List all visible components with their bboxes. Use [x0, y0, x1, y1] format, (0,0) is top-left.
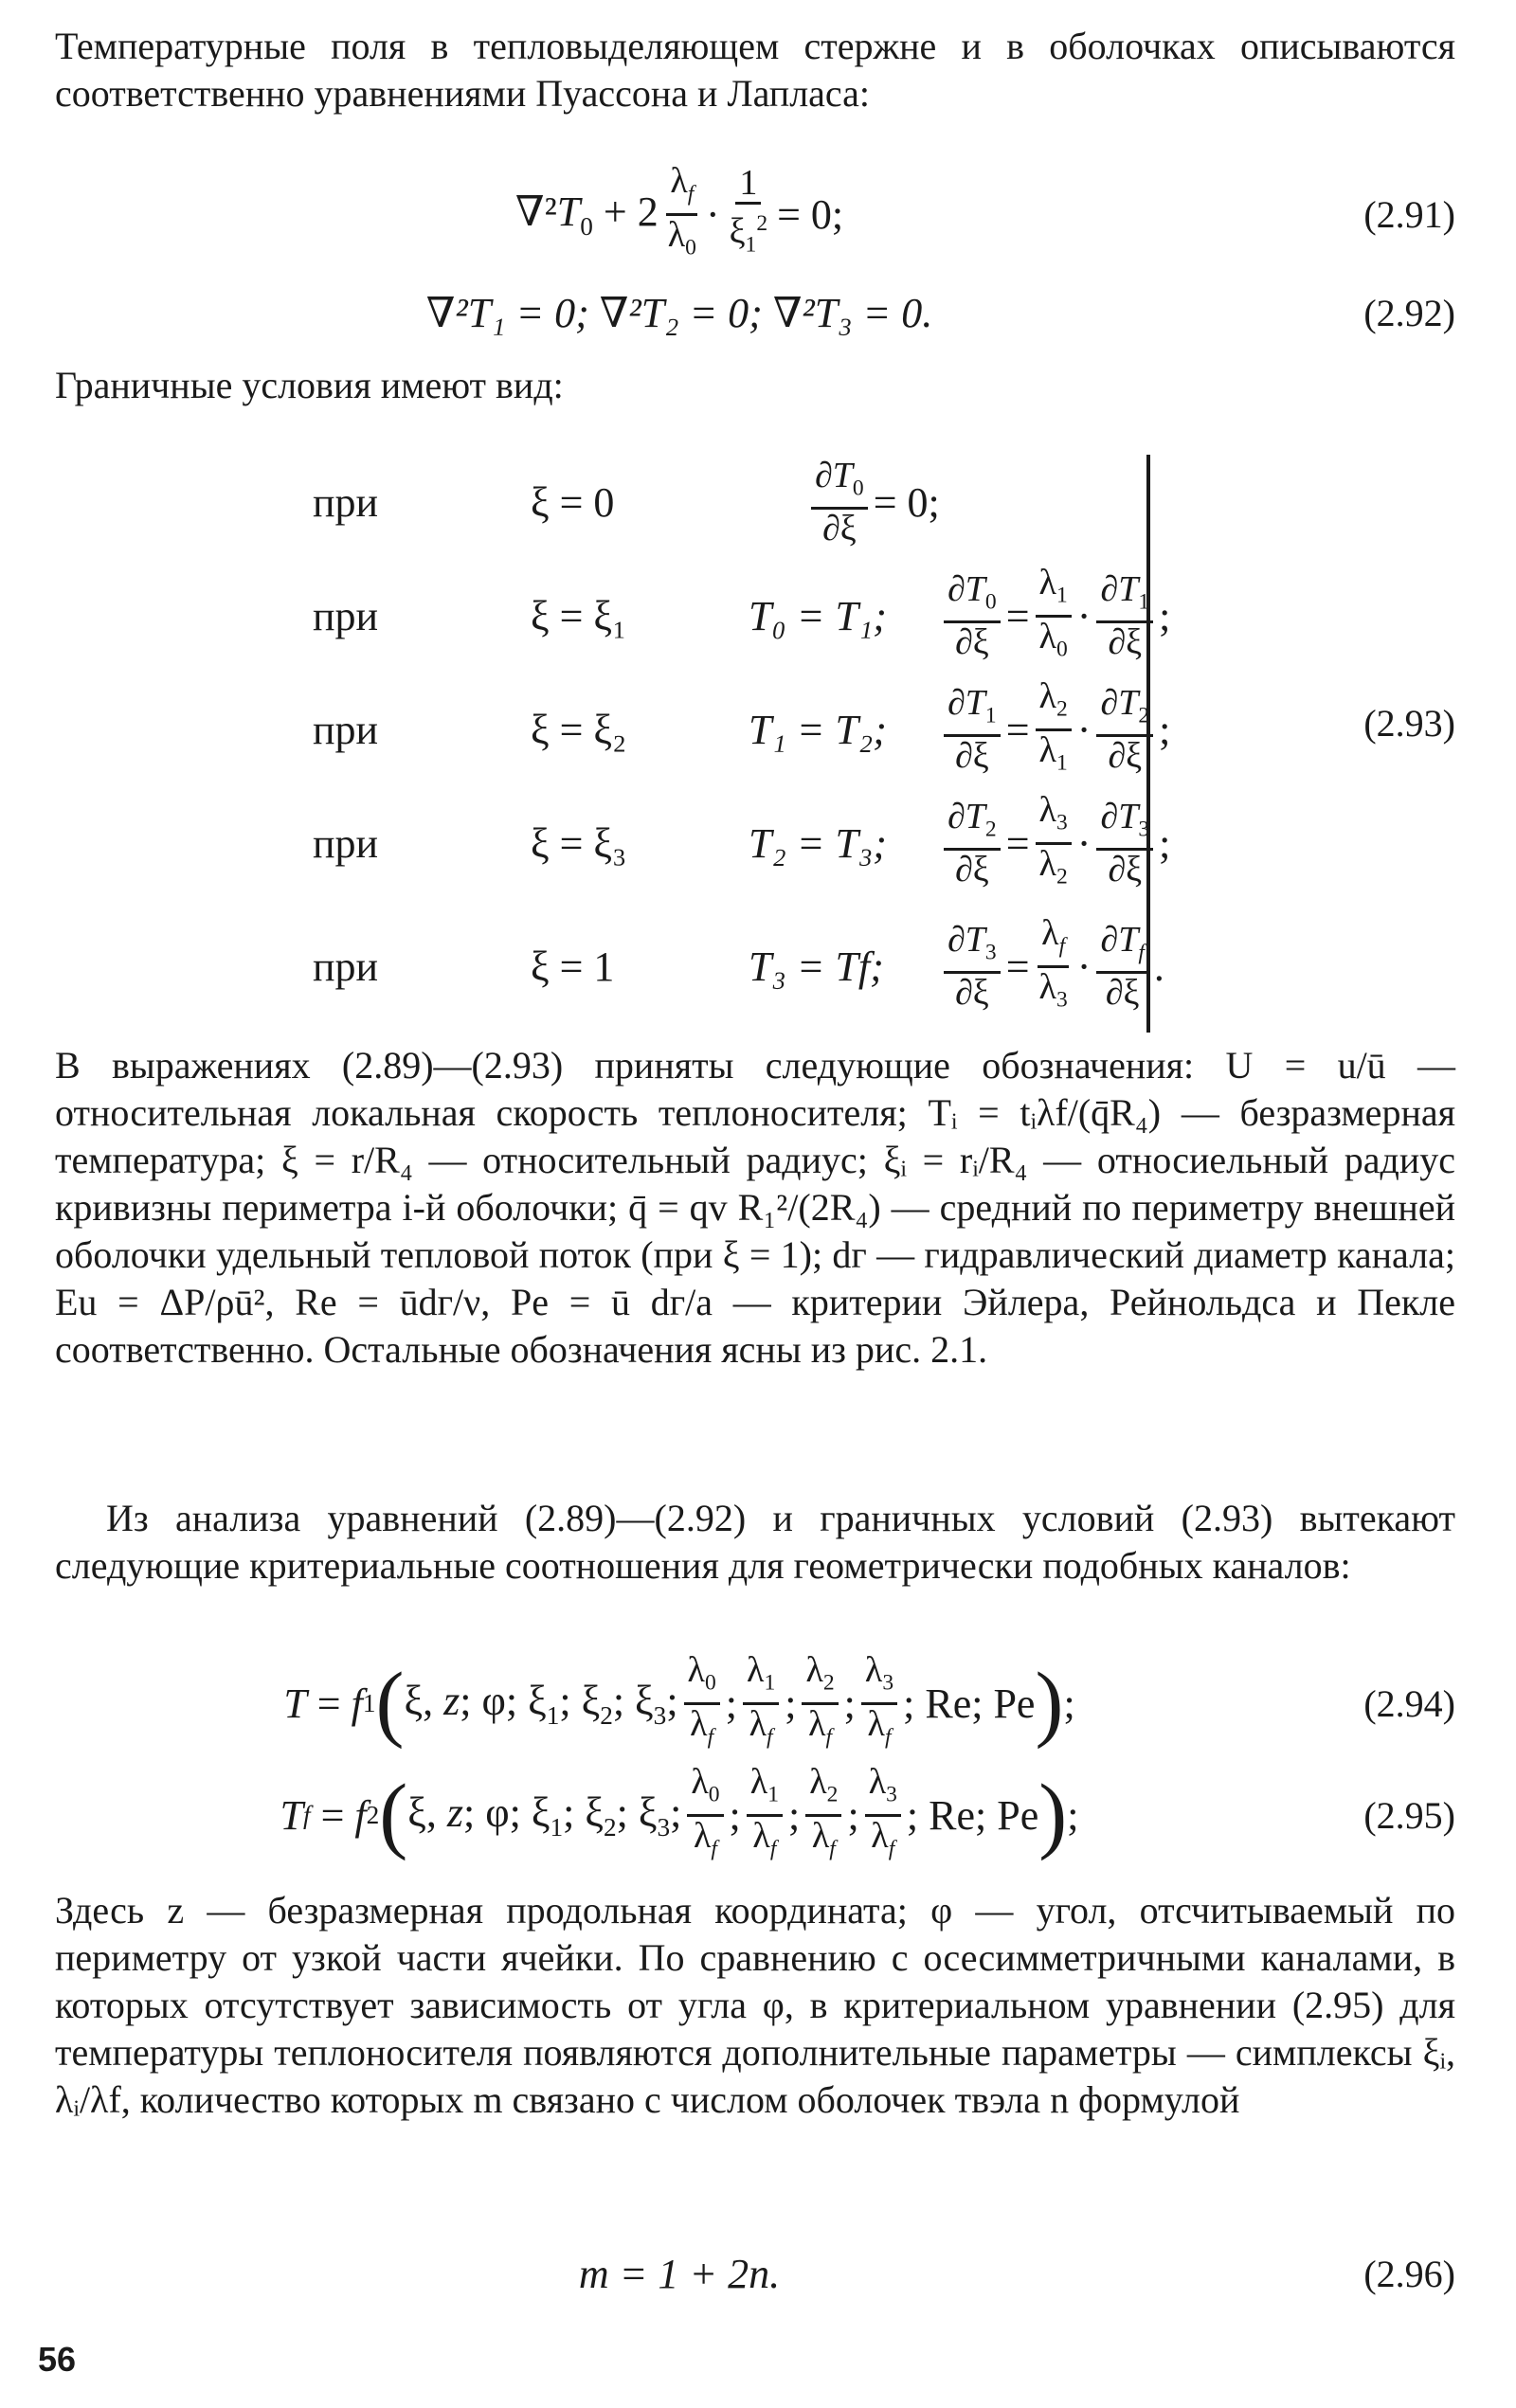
equation-2-92-number: (2.92) — [1363, 291, 1455, 334]
equation-2-91-formula: $\nabla^2T_0 + 2$ $\frac{\lambda_f}{\lambda_0}$ · $\frac{1}{\xi_1^2}$ = 0; — [514, 160, 844, 261]
equation-2-96-number: (2.96) — [1363, 2252, 1455, 2295]
equation-2-94 — [55, 1649, 1455, 1751]
paragraph-intro: Температурные поля в тепловыделяющем стержне и в оболочках описываются соответственно уравнениями Пуассона и Лапласа: — [55, 25, 1455, 115]
equation-2-93-number: (2.93) — [1363, 702, 1455, 745]
equation-2-95-formula: T f = f 2 ( ξ, z; φ; $\xi_1$; $\xi_2$; $\xi_3$; $\frac{\lambda_0}{\lambda_f}$ ; $\frac{\lambda_1}{\lambda_f}$ ; $\frac{\lambda_2}{\lambda_f}$ ; $\frac{\lambda_3}{\lambda_f}$ ; Re; Pe ) ; — [280, 1761, 1079, 1861]
paragraph-discussion: Здесь z — безразмерная продольная координата; φ — угол, отсчитываемый по периметру от узкой части ячейки. По сравнению с осесимметричными каналами, в которых отсутствует зависимость от угла φ, в критериальном уравнении (2.95) для температуры теплоносителя появляются дополнительные параметры — симплексы ξᵢ, λᵢ/λf, количество которых m связано с числом оболочек твэла n формулой — [55, 1889, 1455, 2121]
equation-2-92 — [55, 265, 1455, 360]
system-brace — [1118, 455, 1150, 1033]
paragraph-boundary-intro: Граничные условия имеют вид: — [55, 364, 564, 406]
boundary-row-2: при ξ = ξ₁ T₀ = T₁; $\frac{\partial T_0}{\partial\xi}$ = $\frac{\lambda_1}{\lambda_0}$ · $\frac{\partial T_1}{\partial\xi}$ ; — [313, 562, 1171, 663]
equation-2-91 — [55, 160, 1455, 261]
equation-2-91-number: (2.91) — [1363, 192, 1455, 236]
equation-2-95 — [55, 1761, 1455, 1862]
equation-2-93-system — [284, 455, 1455, 1033]
boundary-row-4: при ξ = ξ₃ T₂ = T₃; $\frac{\partial T_2}{\partial\xi}$ = $\frac{\lambda_3}{\lambda_2}$ · $\frac{\partial T_3}{\partial\xi}$ ; — [313, 789, 1171, 890]
paragraph-criteria-intro: Из анализа уравнений (2.89)—(2.92) и граничных условий (2.93) вытекают следующие критериальные соотношения для геометрически подобных каналов: — [55, 1497, 1455, 1587]
equation-2-95-number: (2.95) — [1363, 1793, 1455, 1837]
paragraph-notation: В выражениях (2.89)—(2.93) приняты следующие обозначения: U = u/ū — относительная локальная скорость теплоносителя; Tᵢ = tᵢλf/(q̄R₄) — безразмерная температура; ξ = r/R₄ — относительный радиус; ξᵢ = rᵢ/R₄ — относиельный радиус кривизны периметра i-й оболочки; q̄ = qv R₁²/(2R₄) — средний по периметру внешней оболочки удельный тепловой поток (при ξ = 1); dг — гидравлический диаметр канала; Eu = ΔP/ρū², Re = ūdг/ν, Pe = ū dг/a — критерии Эйлера, Рейнольдса и Пекле соответственно. Остальные обозначения ясны из рис. 2.1. — [55, 1044, 1455, 1371]
boundary-row-1: при ξ = 0 $\frac{\partial T_0}{\partial\xi}$ = 0; — [313, 455, 940, 549]
equation-2-94-number: (2.94) — [1363, 1681, 1455, 1725]
equation-2-96-formula: m = 1 + 2n. — [578, 2250, 781, 2297]
equation-2-92-formula: ∇²T₁ = 0; ∇²T₂ = 0; ∇²T₃ = 0. — [425, 289, 933, 336]
page-number: 56 — [38, 2340, 77, 2379]
boundary-row-5: при ξ = 1 T₃ = Tf; $\frac{\partial T_3}{\partial\xi}$ = $\frac{\lambda_f}{\lambda_3}$ · $\frac{\partial T_f}{\partial\xi}$ . — [313, 912, 1164, 1014]
equation-2-94-formula: T = f 1 ( ξ, z; φ; $\xi_1$; $\xi_2$; $\xi_3$; $\frac{\lambda_0}{\lambda_f}$ ; $\frac{\lambda_1}{\lambda_f}$ ; $\frac{\lambda_2}{\lambda_f}$ ; $\frac{\lambda_3}{\lambda_f}$ ; Re; Pe ) ; — [283, 1649, 1075, 1750]
equation-2-96 — [55, 2226, 1455, 2321]
boundary-row-3: при ξ = ξ₂ T₁ = T₂; $\frac{\partial T_1}{\partial\xi}$ = $\frac{\lambda_2}{\lambda_1}$ · $\frac{\partial T_2}{\partial\xi}$ ; — [313, 675, 1171, 777]
